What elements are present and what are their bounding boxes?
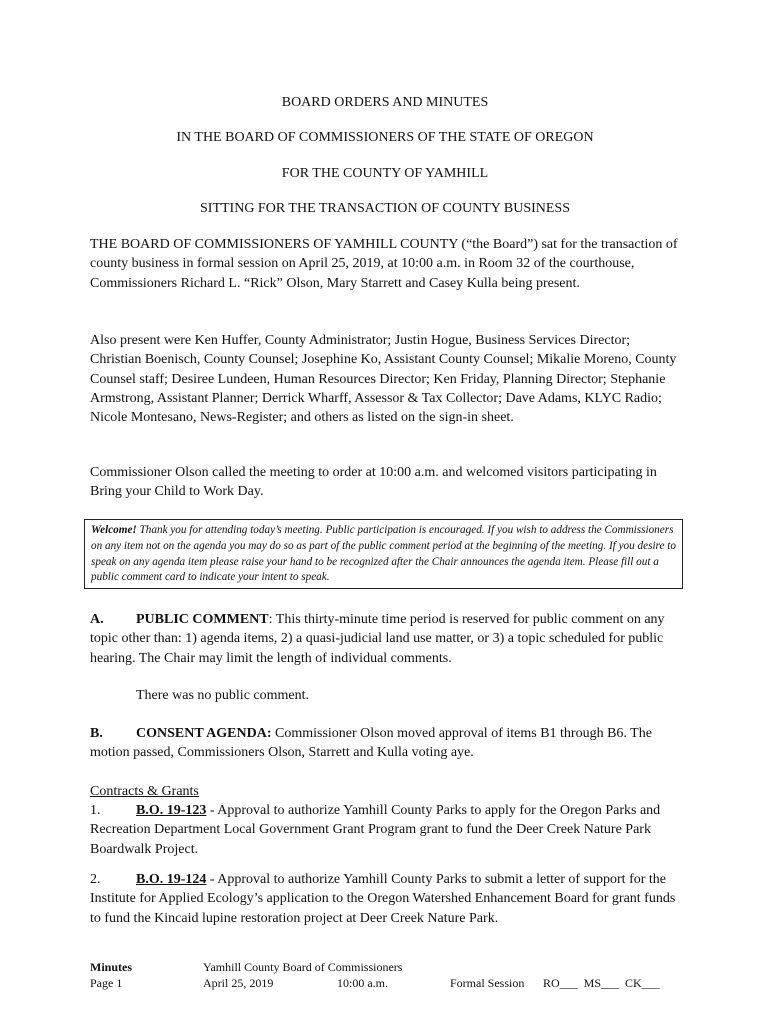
section-b-letter: B. <box>90 726 103 741</box>
footer-board: Yamhill County Board of Commissioners <box>203 960 403 974</box>
footer-page: Page 1 <box>90 976 123 990</box>
header-line-1: BOARD ORDERS AND MINUTES <box>281 95 489 110</box>
header-line-2: IN THE BOARD OF COMMISSIONERS OF THE STATE OF OREGON <box>176 130 594 145</box>
welcome-lead: Welcome! <box>91 524 137 536</box>
contract-item-2 <box>90 870 680 928</box>
section-a-note: There was no public comment. <box>136 688 310 703</box>
footer-time: 10:00 a.m. <box>337 976 388 990</box>
contract-item-2-text: - Approval to authorize Yamhill County Parks to submit a letter of support for the Institute for Applied Ecology’s application to the Oregon Watershed Enhancement Board for grant funds to fund the Kincaid lupine restoration project at Deer Creek Nature Park. <box>90 872 676 926</box>
footer-session: Formal Session <box>450 976 525 990</box>
intro-paragraph: THE BOARD OF COMMISSIONERS OF YAMHILL COUNTY (“the Board”) sat for the transaction of county business in formal session on April 25, 2019, at 10:00 a.m. in Room 32 of the courthouse, Commissioners Richard L. “Rick” Olson, Mary Starrett and Casey Kulla being present. <box>90 237 678 291</box>
section-a-letter: A. <box>90 612 104 627</box>
section-b <box>90 724 680 763</box>
contract-item-1-text: - Approval to authorize Yamhill County Parks to apply for the Oregon Parks and Recreation Department Local Government Grant Program grant to fund the Deer Creek Nature Park Boardwalk Project. <box>90 803 661 857</box>
contract-item-1-number: 1. <box>90 803 101 818</box>
welcome-notice-box <box>84 519 683 589</box>
footer-initials: RO___ MS___ CK___ <box>543 976 660 990</box>
header-line-3: FOR THE COUNTY OF YAMHILL <box>281 166 489 181</box>
section-a-text: : This thirty-minute time period is reserved for public comment on any topic other than: 1) agenda items, 2) a quasi-judicial land use matter, or 3) a topic scheduled for public hearing. The Chair may limit the length of individual comments. <box>90 612 665 666</box>
section-a <box>90 610 680 668</box>
also-present-paragraph: Also present were Ken Huffer, County Administrator; Justin Hogue, Business Services Director; Christian Boenisch, County Counsel; Josephine Ko, Assistant County Counsel; Mikalie Moreno, County Counsel staff; Desiree Lundeen, Human Resources Director; Ken Friday, Planning Director; Stephanie Armstrong, Assistant Planner; Derrick Wharff, Assessor & Tax Collector; Dave Adams, KLYC Radio; Nicole Montesano, News-Register; and others as listed on the sign-in sheet. <box>90 333 677 426</box>
section-b-text: Commissioner Olson moved approval of items B1 through B6. The motion passed, Commissioners Olson, Starrett and Kulla voting aye. <box>90 726 652 761</box>
section-b-title: CONSENT AGENDA: <box>136 726 272 741</box>
contract-item-2-number: 2. <box>90 872 101 887</box>
contract-item-1 <box>90 801 680 859</box>
contract-item-1-bo-link[interactable]: B.O. 19-123 <box>136 803 207 818</box>
contract-item-2-bo-link[interactable]: B.O. 19-124 <box>136 872 207 887</box>
header-line-4: SITTING FOR THE TRANSACTION OF COUNTY BUSINESS <box>200 201 570 216</box>
footer-label: Minutes <box>90 960 132 974</box>
contracts-heading: Contracts & Grants <box>90 784 199 799</box>
call-to-order-paragraph: Commissioner Olson called the meeting to order at 10:00 a.m. and welcomed visitors participating in Bring your Child to Work Day. <box>90 465 657 500</box>
section-a-title: PUBLIC COMMENT <box>136 612 269 627</box>
footer-date: April 25, 2019 <box>203 976 274 990</box>
welcome-text: Thank you for attending today’s meeting. Public participation is encouraged. If you wish to address the Commissioners on any item not on the agenda you may do so as part of the public comment period at the beginning of the meeting. If you desire to speak on any agenda item please raise your hand to be recognized after the Chair announces the agenda item. Please fill out a public comment card to indicate your intent to speak. <box>91 524 676 584</box>
